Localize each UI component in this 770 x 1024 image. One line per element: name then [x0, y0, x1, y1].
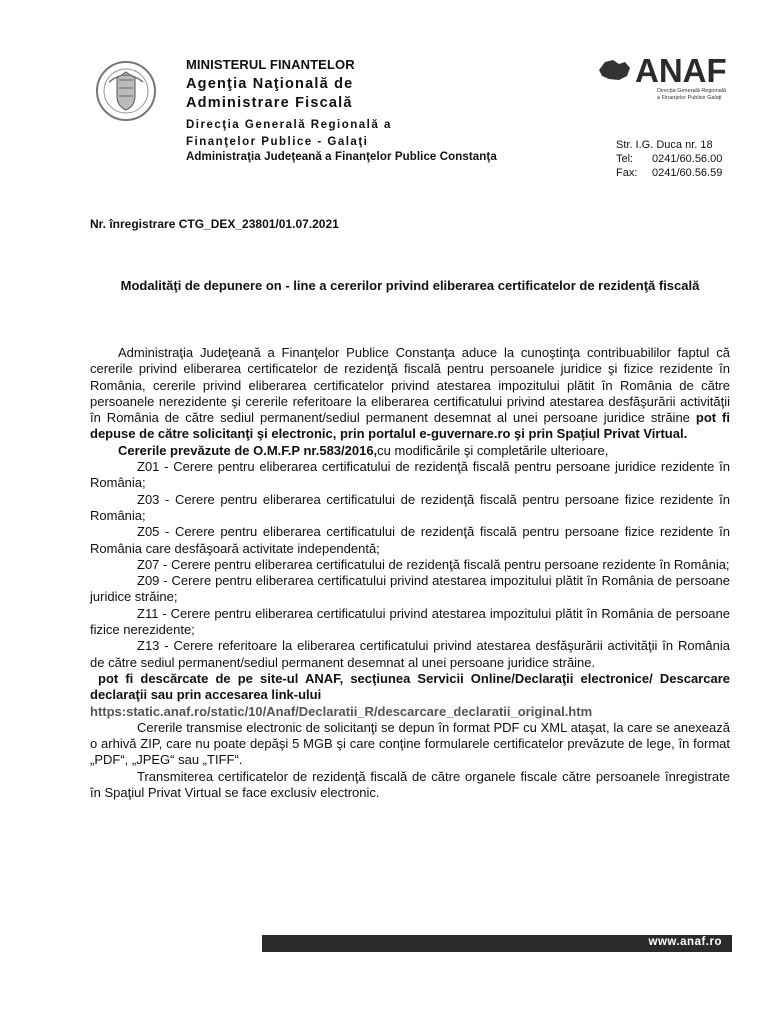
list-item: Z09 - Cerere pentru eliberarea certificatului privind atestarea impozitului plătit în România de persoane juridice străine; [90, 573, 730, 605]
format-paragraph: Cererile transmise electronic de solicitanţi se depun în format PDF cu XML ataşat, la care se anexează o arhivă ZIP, care nu poate depăşi 5 MGB şi care conţine formularele certificatelor prevăzute de lege, în format „PDF“, „JPEG“ sau „TIFF“. [90, 719, 730, 768]
fax-number: 0241/60.56.59 [652, 167, 723, 179]
list-item: Z07 - Cerere pentru eliberarea certificatului de rezidenţă fiscală pentru persoane rezidente în România; [137, 556, 730, 572]
intro-bold-text: pot fi depuse de către solicitanţi şi electronic, prin portalul e-guvernare.ro şi prin Spaţiul Privat Virtual. [90, 410, 730, 442]
phone-label: Tel: [616, 153, 634, 165]
registration-number: Nr. înregistrare CTG_DEX_23801/01.07.2021 [90, 217, 339, 231]
regional-direction-line2: Finanţelor Publice - Galaţi [186, 136, 369, 148]
address: Str. I.G. Duca nr. 18 [616, 139, 713, 151]
anaf-logo [597, 52, 742, 86]
download-link[interactable]: https:static.anaf.ro/static/10/Anaf/Declaratii_R/descarcare_declaratii_original.htm [90, 703, 593, 719]
county-administration: Administraţia Judeţeană a Finanţelor Publice Constanţa [186, 151, 497, 163]
romanian-coat-of-arms-seal [95, 56, 157, 126]
fax-row [616, 166, 722, 180]
contact-block [616, 138, 722, 180]
download-info: pot fi descărcate de pe site-ul ANAF, secţiunea Servicii Online/Declaraţii electronice/ Descarcare declaraţii sau prin accesarea link-ului [90, 670, 730, 703]
agency-name [186, 75, 353, 113]
logo-subtitle-line1: Direcţia Generală Regională [657, 88, 727, 94]
intro-text: Administraţia Judeţeană a Finanţelor Publice Constanţa aduce la cunoştinţa contribuabililor faptul că cererile privind eliberarea certificatelor de rezidenţă fiscală pentru persoanele juridice şi fizice rezidente în România, cererile privind eliberarea certificatelor privind atestarea impozitului plătit în România de către persoanele nerezidente şi cererile referitoare la eliberarea certificatului privind atestarea desfăşurării activităţii în România de către sediul permanent/sediul permanent desemnat al unei persoane juridice străine [90, 345, 730, 426]
requests-intro-paragraph [90, 443, 730, 459]
regional-direction [186, 117, 392, 151]
ministry-name: MINISTERUL FINANTELOR [186, 57, 355, 72]
romania-map-icon [599, 60, 630, 80]
phone-number: 0241/60.56.00 [652, 153, 723, 165]
document-title: Modalităţi de depunere on - line a cererilor privind eliberarea certificatelor de rezidenţă fiscală [120, 278, 700, 293]
list-item: Z05 - Cerere pentru eliberarea certificatului de rezidenţă fiscală pentru persoane fizice rezidente în România care desfăşoară activitate independentă; [90, 524, 730, 556]
list-item: Z01 - Cerere pentru eliberarea certificatului de rezidenţă fiscală pentru persoane juridice rezidente în România; [90, 459, 730, 491]
footer-website-link[interactable]: www.anaf.ro [648, 936, 722, 948]
fax-label: Fax: [616, 167, 638, 179]
order-reference: Cererile prevăzute de O.M.F.P nr.583/2016, [118, 442, 378, 458]
phone-row [616, 152, 722, 166]
list-item: Z11 - Cerere pentru eliberarea certificatului privind atestarea impozitului plătit în România de persoane fizice nerezidente; [90, 605, 730, 638]
list-item: Z03 - Cerere pentru eliberarea certificatului de rezidenţă fiscală pentru persoane fizice rezidente în România; [90, 491, 730, 523]
logo-wordmark: ANAF [635, 52, 727, 86]
document-body [90, 345, 730, 801]
intro-paragraph [90, 345, 730, 443]
agency-name-line2: Administrare Fiscală [186, 95, 353, 111]
list-item: Z13 - Cerere referitoare la eliberarea certificatului privind atestarea desfăşurării activităţii în România de către sediul permanent/sediul permanent desemnat al unei persoane juridice străine. [90, 638, 730, 670]
final-paragraph: Transmiterea certificatelor de rezidenţă fiscală de către organele fiscale către persoanele înregistrate în Spaţiul Privat Virtual se face exclusiv electronic. [90, 768, 730, 801]
logo-subtitle-line2: a Finanţelor Publice Galaţi [657, 94, 722, 101]
logo-subtitle [657, 88, 747, 101]
agency-name-line1: Agenţia Naţională de [186, 76, 354, 92]
regional-direction-line1: Direcţia Generală Regională a [186, 119, 392, 131]
requests-intro-text: cu modificările şi completările ulterioare, [377, 442, 609, 458]
footer-bar [262, 935, 732, 952]
